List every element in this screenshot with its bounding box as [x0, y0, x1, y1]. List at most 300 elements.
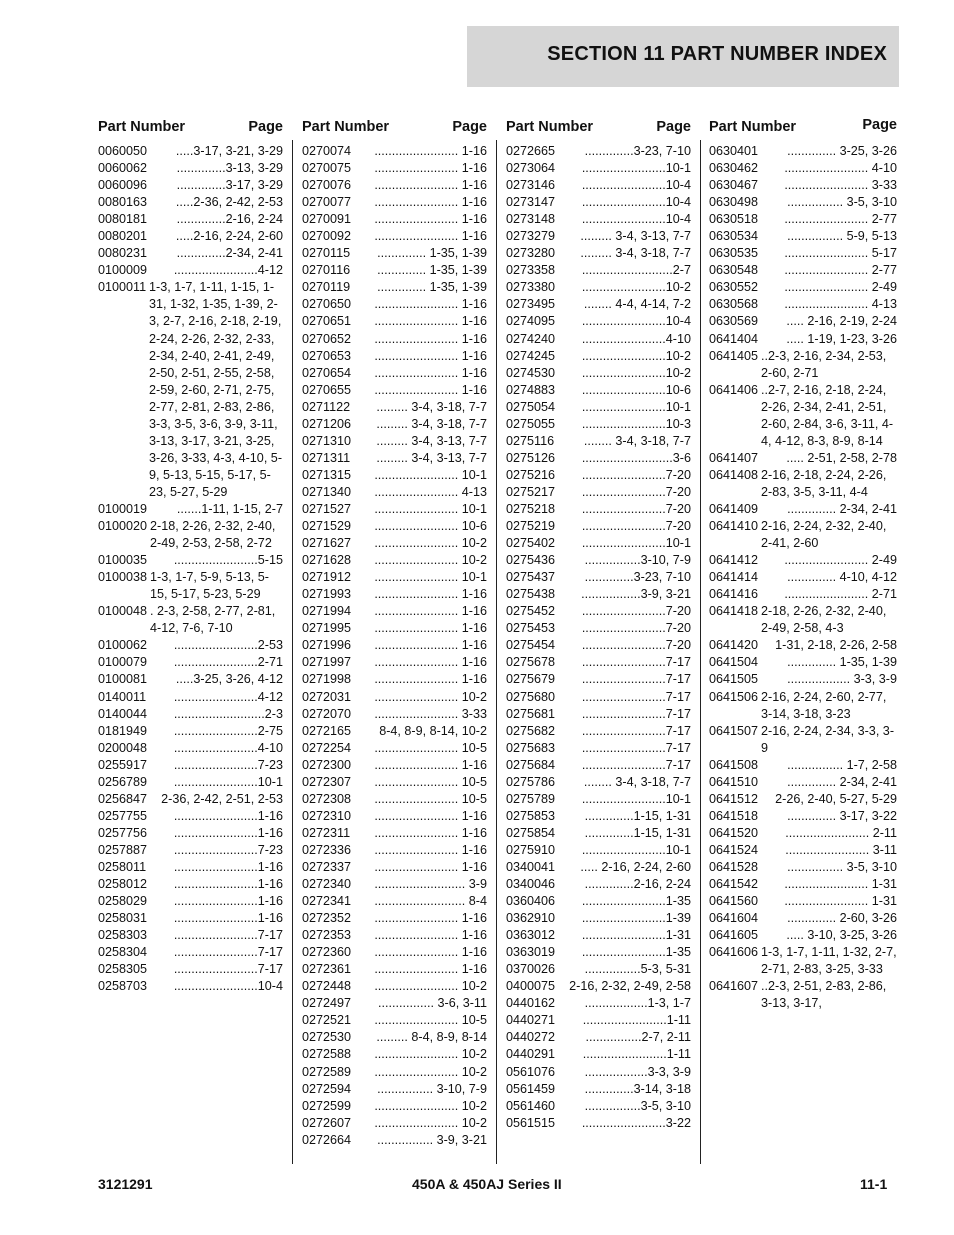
part-number: 0060050 — [98, 144, 148, 158]
index-entry — [302, 535, 487, 552]
index-entry — [302, 740, 487, 757]
part-number: 0272310 — [302, 808, 352, 823]
index-entry — [506, 654, 691, 671]
page-references: ........................1-39 — [581, 911, 691, 926]
index-entry — [98, 740, 283, 757]
index-entry — [302, 603, 487, 620]
page-references: ........................7-20 — [581, 519, 691, 534]
index-entry — [98, 245, 283, 262]
part-number: 0641542 — [709, 877, 759, 892]
part-number: 0100081 — [98, 672, 148, 687]
page-references: 2-16, 2-24, 2-60, 2-77, 3-14, 3-18, 3-23 — [761, 689, 887, 721]
page-references: ..2-7, 2-16, 2-18, 2-24, 2-26, 2-34, 2-41, 2-51, 2-60, 2-84, 3-6, 3-11, 4-4, 4-12, 8-3, 8-9, 8-14 — [761, 382, 894, 448]
part-number: 0440291 — [506, 1047, 556, 1062]
page-references: ........................ 10-2 — [374, 553, 487, 568]
page-references: ........................ 4-13 — [784, 297, 897, 312]
part-number: 0630534 — [709, 229, 759, 244]
part-number: 0258031 — [98, 911, 148, 926]
page-references: ........................ 10-1 — [374, 501, 487, 516]
part-number: 0275217 — [506, 484, 556, 499]
part-number: 0630552 — [709, 280, 759, 295]
index-entry — [302, 331, 487, 348]
index-entry — [709, 382, 897, 450]
index-entry — [506, 518, 691, 535]
part-number: 0440272 — [506, 1030, 556, 1045]
index-entry — [506, 1081, 691, 1098]
index-entry — [709, 467, 897, 501]
page-references: ........................ 10-5 — [374, 791, 487, 806]
part-number: 0630498 — [709, 195, 759, 210]
part-number: 0273147 — [506, 195, 556, 210]
page-references: ........................ 1-16 — [374, 842, 487, 857]
index-entry — [302, 518, 487, 535]
part-number: 0274883 — [506, 382, 556, 397]
page-references: ........................ 1-31 — [784, 894, 897, 909]
index-entry — [709, 143, 897, 160]
index-entry — [302, 501, 487, 518]
page-references: 2-16, 2-24, 2-34, 3-3, 3-9 — [761, 723, 895, 755]
page-references: ........................ 10-1 — [374, 467, 487, 482]
index-entry — [506, 825, 691, 842]
page-references: ........................1-16 — [173, 859, 283, 874]
page-references: 2-26, 2-40, 5-27, 5-29 — [775, 791, 897, 806]
part-number: 0271995 — [302, 621, 352, 636]
index-entry — [506, 552, 691, 569]
part-number-header: Part Number — [709, 119, 797, 135]
page-references: ........................10-4 — [581, 212, 691, 227]
page-references: ................ 3-9, 3-21 — [377, 1132, 487, 1147]
page-references: ........................ 1-16 — [374, 314, 487, 329]
index-entry — [709, 569, 897, 586]
index-entry — [709, 978, 897, 1012]
index-entry — [709, 654, 897, 671]
index-entry — [506, 245, 691, 262]
page-references: ......... 3-4, 3-13, 7-7 — [376, 433, 487, 448]
page-references: ........................7-20 — [581, 501, 691, 516]
index-entry — [709, 689, 897, 723]
part-number: 0258012 — [98, 877, 148, 892]
page-references: .....2-36, 2-42, 2-53 — [175, 195, 283, 210]
index-rows — [506, 143, 691, 1132]
part-number: 0641518 — [709, 808, 759, 823]
index-entry — [302, 1132, 487, 1149]
index-entry — [506, 1012, 691, 1029]
index-entry — [506, 740, 691, 757]
index-entry — [302, 450, 487, 467]
page-references: ........................7-17 — [173, 928, 283, 943]
page-references: 1-3, 1-7, 5-9, 5-13, 5-15, 5-17, 5-23, 5-29 — [150, 570, 270, 602]
index-entry — [506, 1029, 691, 1046]
part-number: 0630569 — [709, 314, 759, 329]
index-entry — [302, 654, 487, 671]
index-entry — [709, 160, 897, 177]
index-entry — [98, 876, 283, 893]
page-references: .............. 2-34, 2-41 — [787, 501, 897, 516]
part-number: 0641418 — [709, 604, 759, 619]
index-entry — [302, 586, 487, 603]
index-entry — [506, 382, 691, 399]
part-number: 0257755 — [98, 808, 148, 823]
part-number: 0272530 — [302, 1030, 352, 1045]
index-entry — [709, 262, 897, 279]
page-references: ........................7-17 — [581, 655, 691, 670]
page-references: ..... 2-51, 2-58, 2-78 — [786, 450, 897, 465]
page-references: ........................1-31 — [581, 928, 691, 943]
index-entry — [98, 518, 283, 552]
part-number: 0370026 — [506, 962, 556, 977]
part-number: 0641510 — [709, 774, 759, 789]
page-references: ..............3-14, 3-18 — [584, 1081, 691, 1096]
index-entry — [709, 552, 897, 569]
page-references: ........................ 1-16 — [374, 859, 487, 874]
index-entry — [506, 671, 691, 688]
part-number: 0561459 — [506, 1081, 556, 1096]
page-references: ................ 3-5, 3-10 — [787, 195, 897, 210]
part-number: 0275055 — [506, 416, 556, 431]
part-number: 0100048 — [98, 604, 148, 619]
column-divider — [700, 140, 701, 1164]
part-number: 0641524 — [709, 842, 759, 857]
part-number: 0274245 — [506, 348, 556, 363]
part-number: 0272353 — [302, 928, 352, 943]
index-entry — [98, 723, 283, 740]
part-number: 0273495 — [506, 297, 556, 312]
index-entry — [98, 978, 283, 995]
page-references: ........................7-17 — [581, 706, 691, 721]
page-references: ..............2-34, 2-41 — [176, 246, 283, 261]
index-entry — [98, 654, 283, 671]
index-entry — [709, 586, 897, 603]
part-number: 0275854 — [506, 825, 556, 840]
page-references: ................ 5-9, 5-13 — [787, 229, 897, 244]
index-entry — [506, 910, 691, 927]
page-references: ..... 1-19, 1-23, 3-26 — [786, 331, 897, 346]
part-number: 0257887 — [98, 842, 148, 857]
index-entry — [709, 723, 897, 757]
index-column-1 — [98, 119, 283, 995]
part-number: 0257756 — [98, 825, 148, 840]
page-references: .....3-17, 3-21, 3-29 — [175, 144, 283, 158]
index-entry — [506, 893, 691, 910]
page-references: ........................ 1-16 — [374, 144, 487, 158]
index-entry — [506, 501, 691, 518]
part-number: 0272340 — [302, 877, 352, 892]
index-entry — [506, 348, 691, 365]
index-rows — [709, 143, 897, 1012]
part-number: 0641506 — [709, 689, 759, 704]
index-entry — [98, 808, 283, 825]
page-references: .......1-11, 1-15, 2-7 — [176, 501, 283, 516]
part-number: 0258029 — [98, 894, 148, 909]
part-number: 0273064 — [506, 161, 556, 176]
page-references: ........................ 3-11 — [785, 842, 897, 857]
page-references: ........................ 1-16 — [374, 808, 487, 823]
part-number: 0275678 — [506, 655, 556, 670]
index-column-4 — [709, 119, 897, 1012]
index-entry — [302, 706, 487, 723]
part-number: 0270074 — [302, 144, 352, 158]
index-entry — [709, 808, 897, 825]
page-references: ........................ 1-16 — [374, 161, 487, 176]
part-number: 0362910 — [506, 911, 556, 926]
index-entry — [506, 433, 691, 450]
page-references: ................2-7, 2-11 — [585, 1030, 691, 1045]
page-references: ......... 3-4, 3-18, 7-7 — [580, 246, 691, 261]
page-references: ..2-3, 2-16, 2-34, 2-53, 2-60, 2-71 — [761, 348, 887, 380]
part-number: 0275853 — [506, 808, 556, 823]
footer-page-number: 11-1 — [860, 1176, 888, 1192]
index-entry — [709, 825, 897, 842]
page-references: ........................ 2-11 — [785, 825, 897, 840]
section-title: SECTION 11 PART NUMBER INDEX — [547, 43, 887, 65]
page-references: 1-3, 1-7, 1-11, 1-15, 1-31, 1-32, 1-35, 1-39, 2-3, 2-7, 2-16, 2-18, 2-19, 2-24, 2-26, 2-32, 2-33, 2-34, 2-40, 2-41, 2-49, 2-50, 2-51, 2-55, 2-58, 2-59, 2-60, 2-71, 2-75, 2-77, 2-81, 2-83, 2-86, 3-3, 3-5, 3-6, 3-9, 3-11, 3-13, 3-17, 3-21, 3-25, 3-26, 3-33, 4-3, 4-10, 5-9, 5-13, 5-15, 5-17, 5-23, 5-27, 5-29 — [149, 280, 283, 499]
part-number: 0271997 — [302, 655, 352, 670]
index-entry — [709, 177, 897, 194]
page-references: ........................1-35 — [581, 894, 691, 909]
index-entry — [302, 671, 487, 688]
page-references: ........................7-17 — [173, 962, 283, 977]
index-entry — [506, 689, 691, 706]
index-entry — [506, 262, 691, 279]
part-number: 0275682 — [506, 723, 556, 738]
page-references: 1-3, 1-7, 1-11, 1-32, 2-7, 2-71, 2-83, 3-25, 3-33 — [761, 945, 897, 977]
index-entry — [709, 876, 897, 893]
index-entry — [302, 1012, 487, 1029]
page-references: ................5-3, 5-31 — [584, 962, 691, 977]
part-number: 0274095 — [506, 314, 556, 329]
part-number: 0100020 — [98, 519, 148, 534]
part-number: 0561460 — [506, 1098, 556, 1113]
page-references: ........................ 1-16 — [374, 195, 487, 210]
index-entry — [98, 637, 283, 654]
index-entry — [709, 194, 897, 211]
part-number: 0271340 — [302, 484, 352, 499]
part-number-header: Part Number — [98, 119, 186, 135]
index-entry — [98, 143, 283, 160]
page-references: .....2-16, 2-24, 2-60 — [175, 229, 283, 244]
page-references: ........................ 2-71 — [784, 587, 897, 602]
page-references: ........................2-71 — [173, 655, 283, 670]
part-number: 0271122 — [302, 399, 351, 414]
page-references: ........................10-1 — [581, 842, 691, 857]
page-references: ........................4-12 — [173, 263, 283, 278]
page-references: ........................10-4 — [581, 178, 691, 193]
part-number: 0100019 — [98, 501, 148, 516]
page-references: ........................ 1-16 — [374, 911, 487, 926]
page-references: ........................7-20 — [581, 638, 691, 653]
page-references: ..............1-15, 1-31 — [584, 808, 691, 823]
part-number: 0272254 — [302, 740, 352, 755]
page-references: ........................ 1-16 — [374, 621, 487, 636]
page-references: ........................10-1 — [581, 791, 691, 806]
part-number: 0340041 — [506, 859, 556, 874]
page-references: ........................5-15 — [173, 553, 283, 568]
page-references: ........................10-4 — [581, 314, 691, 329]
part-number: 0275454 — [506, 638, 556, 653]
page-references: ..................1-3, 1-7 — [584, 996, 691, 1011]
index-entry — [302, 637, 487, 654]
index-entry — [302, 416, 487, 433]
page-references: ........................1-16 — [173, 825, 283, 840]
page-references: ..............2-16, 2-24 — [176, 212, 283, 227]
part-number: 0100035 — [98, 553, 148, 568]
index-entry — [302, 1046, 487, 1063]
page-references: ........................ 10-5 — [374, 1013, 487, 1028]
page-references: ........................ 10-2 — [374, 979, 487, 994]
index-entry — [709, 245, 897, 262]
part-number: 0271206 — [302, 416, 352, 431]
index-entry — [506, 450, 691, 467]
part-number: 0273358 — [506, 263, 556, 278]
section-header-box — [467, 26, 899, 87]
index-entry — [302, 757, 487, 774]
page-references: ........................4-10 — [173, 740, 283, 755]
part-number: 0270091 — [302, 212, 352, 227]
page-references: ........................10-3 — [581, 416, 691, 431]
page-references: ........................3-22 — [581, 1115, 691, 1130]
part-number: 0630401 — [709, 144, 759, 158]
part-number: 0641604 — [709, 911, 759, 926]
index-entry — [98, 569, 283, 603]
index-entry — [302, 177, 487, 194]
page-references: ..............3-23, 7-10 — [584, 570, 691, 585]
page-references: . 2-3, 2-58, 2-77, 2-81, 4-12, 7-6, 7-10 — [150, 604, 276, 636]
part-number: 0272300 — [302, 757, 352, 772]
part-number: 0272664 — [302, 1132, 352, 1147]
page-references: 2-16, 2-24, 2-32, 2-40, 2-41, 2-60 — [761, 519, 887, 551]
index-entry — [506, 1115, 691, 1132]
part-number: 0641528 — [709, 859, 759, 874]
index-entry — [506, 399, 691, 416]
part-number: 0272594 — [302, 1081, 352, 1096]
index-entry — [98, 944, 283, 961]
page-references: 2-16, 2-32, 2-49, 2-58 — [569, 979, 691, 994]
page-references: .................. 3-3, 3-9 — [787, 672, 897, 687]
index-entry — [506, 228, 691, 245]
index-entry — [709, 910, 897, 927]
part-number: 0271529 — [302, 519, 352, 534]
part-number: 0258304 — [98, 945, 148, 960]
page-references: ........................ 1-16 — [374, 945, 487, 960]
page-references: ................ 3-10, 7-9 — [377, 1081, 487, 1096]
part-number-header: Part Number — [302, 119, 390, 135]
part-number: 0275402 — [506, 536, 556, 551]
page-references: ..............3-17, 3-29 — [176, 178, 283, 193]
part-number: 0270092 — [302, 229, 352, 244]
part-number: 0060062 — [98, 161, 148, 176]
page-references: .............. 3-17, 3-22 — [787, 808, 897, 823]
index-entry — [302, 876, 487, 893]
index-entry — [302, 382, 487, 399]
part-number: 0630518 — [709, 212, 759, 227]
column-divider — [496, 140, 497, 1164]
page-references: ........................ 2-77 — [784, 263, 897, 278]
part-number: 0275789 — [506, 791, 556, 806]
part-number: 0272665 — [506, 144, 556, 158]
part-number: 0641408 — [709, 467, 759, 482]
index-entry — [506, 620, 691, 637]
index-entry — [98, 501, 283, 518]
part-number: 0271996 — [302, 638, 352, 653]
part-number: 0060096 — [98, 178, 148, 193]
part-number-header: Part Number — [506, 119, 594, 135]
page-references: .................3-9, 3-21 — [581, 587, 691, 602]
page-references: ........................7-20 — [581, 621, 691, 636]
page-header: Page — [862, 117, 897, 133]
page-references: ......... 3-4, 3-13, 7-7 — [376, 450, 487, 465]
index-entry — [302, 262, 487, 279]
index-entry — [506, 484, 691, 501]
page-references: ........................10-2 — [581, 280, 691, 295]
page-references: ..2-3, 2-51, 2-83, 2-86, 3-13, 3-17, — [761, 979, 887, 1011]
index-entry — [302, 723, 487, 740]
part-number: 0641414 — [709, 570, 759, 585]
index-entry — [302, 978, 487, 995]
index-entry — [302, 927, 487, 944]
page-references: ........................ 1-16 — [374, 382, 487, 397]
page-references: 2-36, 2-42, 2-51, 2-53 — [161, 791, 283, 806]
page-references: ........................7-20 — [581, 604, 691, 619]
index-entry — [709, 331, 897, 348]
page-references: ........................ 1-16 — [374, 962, 487, 977]
part-number: 0270115 — [302, 246, 351, 261]
page-references: ................ 3-5, 3-10 — [787, 859, 897, 874]
index-entry — [506, 569, 691, 586]
page-references: ..........................3-6 — [581, 450, 691, 465]
part-number: 0100038 — [98, 570, 148, 585]
part-number: 0275786 — [506, 774, 556, 789]
part-number: 0561076 — [506, 1064, 556, 1079]
index-entry — [302, 348, 487, 365]
index-entry — [98, 228, 283, 245]
index-entry — [506, 1046, 691, 1063]
index-entry — [506, 859, 691, 876]
part-number: 0181949 — [98, 723, 148, 738]
part-number: 0100062 — [98, 638, 148, 653]
page-references: ........................ 1-16 — [374, 587, 487, 602]
index-entry — [709, 774, 897, 791]
part-number: 0360406 — [506, 894, 556, 909]
page-references: .............. 1-35, 1-39 — [377, 246, 487, 261]
page-references: ..................3-3, 3-9 — [584, 1064, 691, 1079]
page-references: ........................7-20 — [581, 484, 691, 499]
page-references: ........................ 1-16 — [374, 928, 487, 943]
page-references: ........................ 10-6 — [374, 519, 487, 534]
part-number: 0080163 — [98, 195, 148, 210]
index-entry — [98, 791, 283, 808]
index-entry — [709, 296, 897, 313]
part-number: 0272070 — [302, 706, 352, 721]
index-entry — [302, 944, 487, 961]
part-number: 0270119 — [302, 280, 351, 295]
part-number: 0271627 — [302, 536, 352, 551]
index-entry — [302, 143, 487, 160]
page-references: ................ 1-7, 2-58 — [787, 757, 897, 772]
index-entry — [506, 177, 691, 194]
page-references: ........................1-16 — [173, 911, 283, 926]
part-number: 0258305 — [98, 962, 148, 977]
part-number: 0272360 — [302, 945, 352, 960]
part-number: 0272308 — [302, 791, 352, 806]
index-entry — [506, 927, 691, 944]
part-number: 0275452 — [506, 604, 556, 619]
part-number: 0275218 — [506, 501, 556, 516]
part-number: 0275679 — [506, 672, 556, 687]
index-entry — [506, 365, 691, 382]
part-number: 0630462 — [709, 161, 759, 176]
page-references: ........................ 10-5 — [374, 774, 487, 789]
index-entry — [302, 791, 487, 808]
